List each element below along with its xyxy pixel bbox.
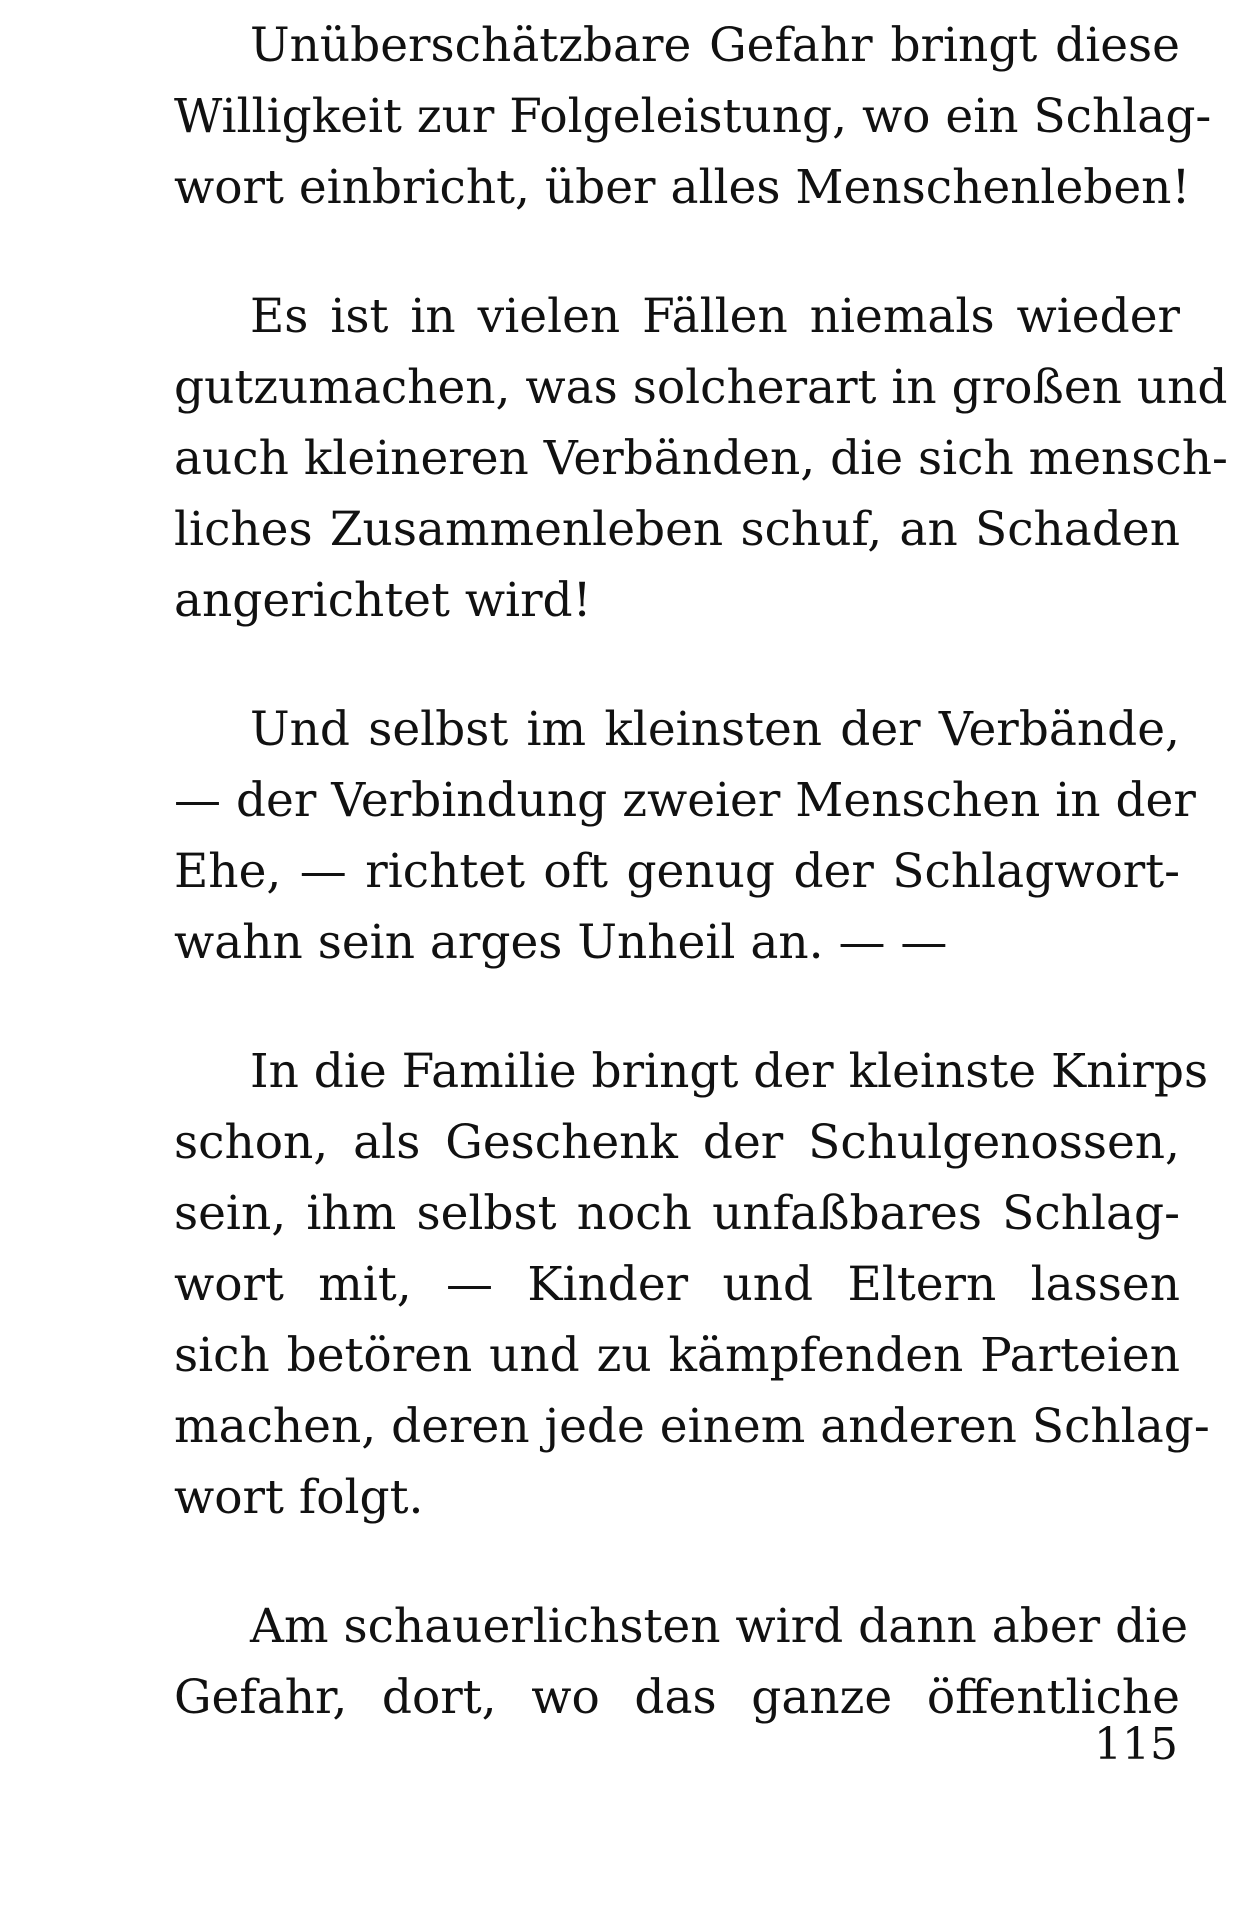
text-line: angerichtet wird! <box>174 573 592 628</box>
text-line: liches Zusammenleben schuf, an Schaden <box>174 502 1180 557</box>
paragraph-2 <box>174 281 1228 636</box>
text-line: Willigkeit zur Folgeleistung, wo ein Schlag- <box>174 89 1212 144</box>
text-line: Am schauerlichsten wird dann aber die <box>250 1599 1189 1654</box>
text-line: gutzumachen, was solcherart in großen und <box>174 360 1228 415</box>
text-line: machen, deren jede einem anderen Schlag- <box>174 1399 1210 1454</box>
text-line: Gefahr, dort, wo das ganze öffentliche <box>174 1670 1180 1725</box>
text-line: schon, als Geschenk der Schulgenossen, <box>174 1115 1180 1170</box>
text-line: sein, ihm selbst noch unfaßbares Schlag- <box>174 1186 1180 1241</box>
text-line: wahn sein arges Unheil an. — — <box>174 915 948 970</box>
page-number: 115 <box>1094 1719 1178 1770</box>
text-line: Ehe, — richtet oft genug der Schlagwort- <box>174 844 1180 899</box>
paragraph-4 <box>174 1036 1210 1533</box>
text-line: Unüberschätzbare Gefahr bringt diese <box>250 18 1180 73</box>
text-line: wort einbricht, über alles Menschenleben! <box>174 160 1191 215</box>
text-line: auch kleineren Verbänden, die sich mensch- <box>174 431 1228 486</box>
text-line: Und selbst im kleinsten der Verbände, <box>250 702 1180 757</box>
text-line: wort mit, — Kinder und Eltern lassen <box>174 1257 1180 1312</box>
text-line: Es ist in vielen Fällen niemals wieder <box>250 289 1180 344</box>
text-line: sich betören und zu kämpfenden Parteien <box>174 1328 1180 1383</box>
paragraph-5 <box>174 1591 1189 1733</box>
body-text <box>174 10 1228 1791</box>
paragraph-1 <box>174 10 1212 223</box>
text-line: — der Verbindung zweier Menschen in der <box>174 773 1196 828</box>
text-line: wort folgt. <box>174 1470 424 1525</box>
paragraph-3 <box>174 694 1196 978</box>
text-line: In die Familie bringt der kleinste Knirps <box>250 1044 1209 1099</box>
